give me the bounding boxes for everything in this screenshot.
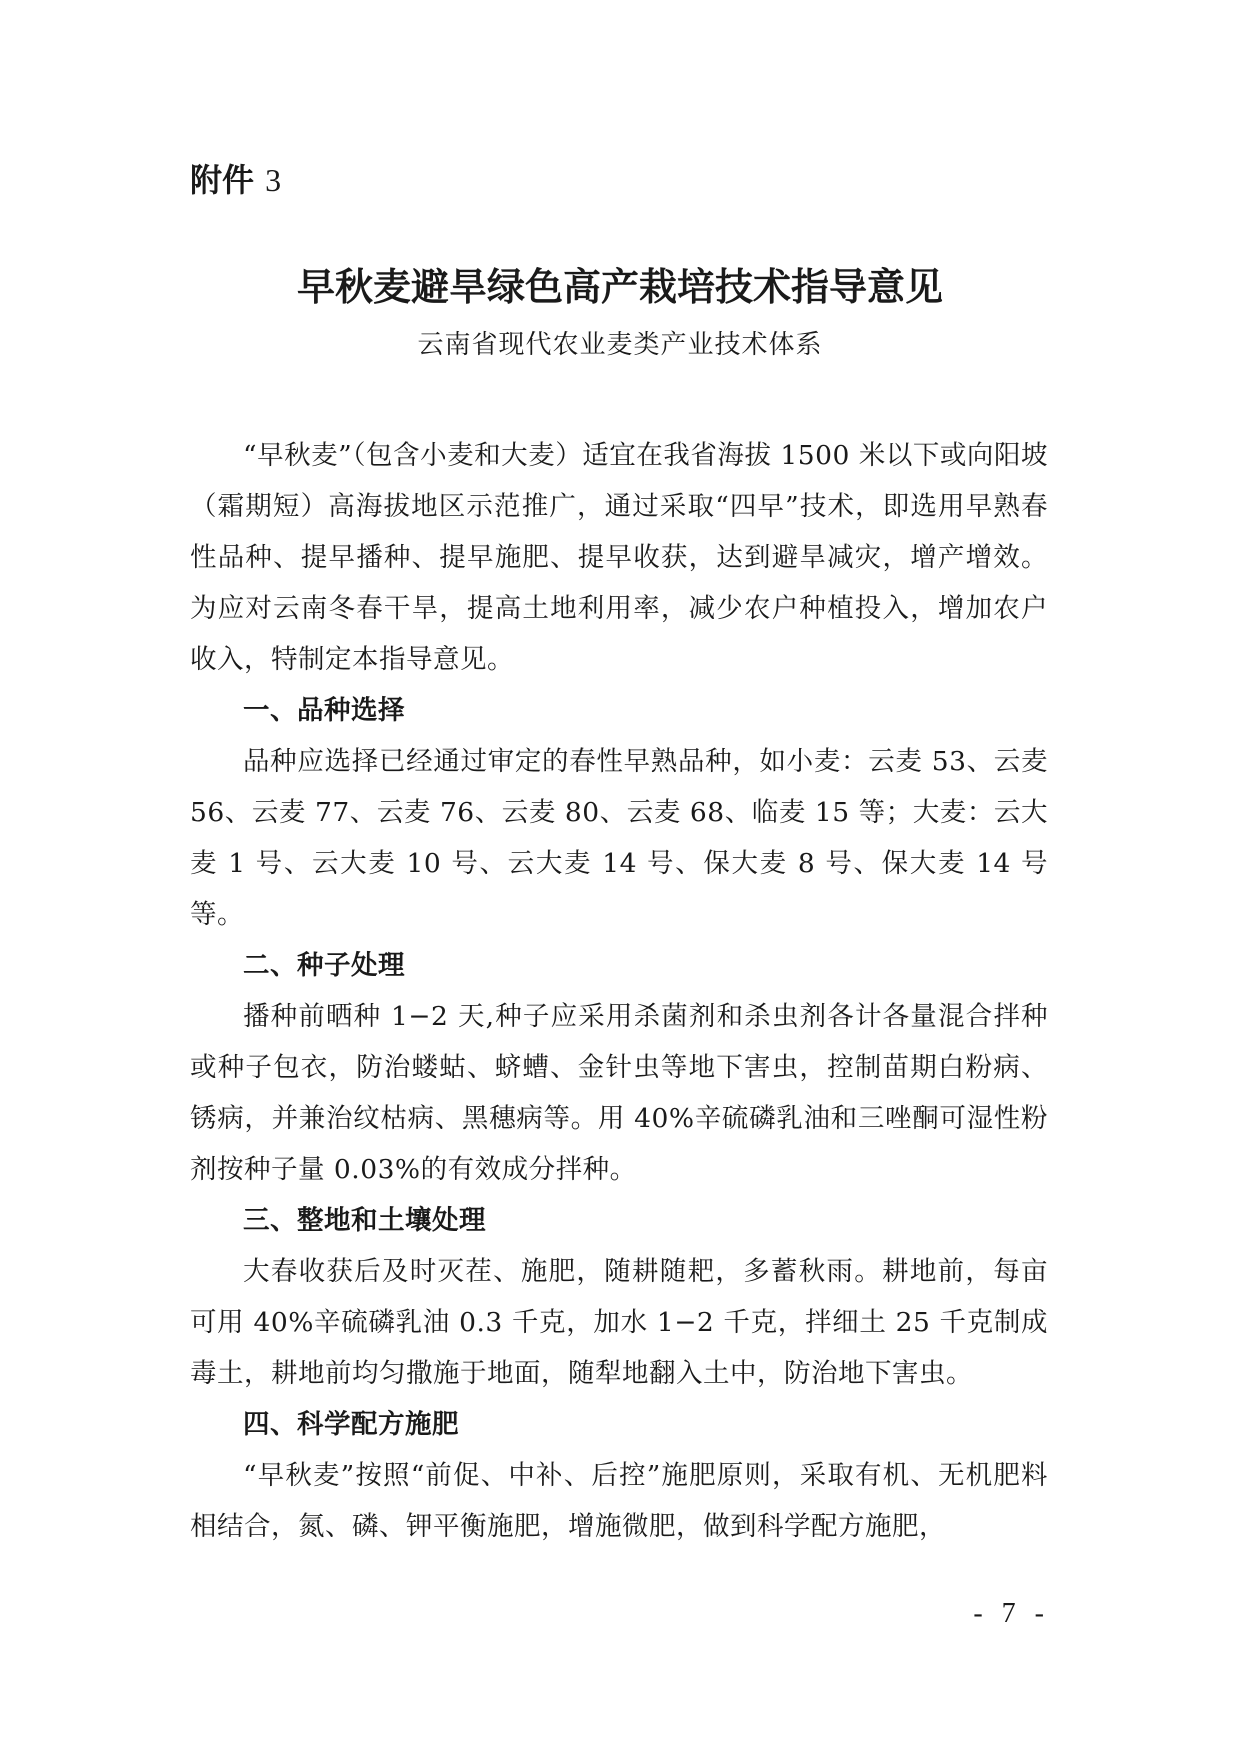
section-text-soil-preparation: 大春收获后及时灭茬、施肥，随耕随耙，多蓄秋雨。耕地前，每亩可用 40%辛硫磷乳油 0.3 千克，加水 1−2 千克，拌细土 25 千克制成毒土，耕地前均匀撒施于地面，随犁地翻入土中，防治地下害虫。: [190, 1256, 1048, 1389]
attachment-label-text: 附件: [190, 161, 255, 199]
section-heading-fertilization: 四、科学配方施肥: [243, 1409, 459, 1440]
section-text-variety: 品种应选择已经通过审定的春性早熟品种，如小麦：云麦 53、云麦 56、云麦 77、云麦 76、云麦 80、云麦 68、临麦 15 等；大麦：云大麦 1 号、云大麦 10 号、云大麦 14 号、保大麦 8 号、保大麦 14 号等。: [190, 746, 1048, 930]
section-text-seed-treatment: 播种前晒种 1−2 天,种子应采用杀菌剂和杀虫剂各计各量混合拌种或种子包衣，防治蝼蛄、蛴螬、金针虫等地下害虫，控制苗期白粉病、锈病，并兼治纹枯病、黑穗病等。用 40%辛硫磷乳油和三唑酮可湿性粉剂按种子量 0.03%的有效成分拌种。: [190, 1001, 1048, 1185]
attachment-label: [190, 160, 281, 200]
section-heading-variety: 一、品种选择: [243, 695, 405, 726]
attachment-number: 3: [265, 162, 282, 198]
intro-paragraph: “早秋麦”（包含小麦和大麦）适宜在我省海拔 1500 米以下或向阳坡（霜期短）高海拔地区示范推广，通过采取“四早”技术，即选用早熟春性品种、提早播种、提早施肥、提早收获，达到避旱减灾，增产增效。为应对云南冬春干旱，提高土地利用率，减少农户种植投入，增加农户收入，特制定本指导意见。: [190, 440, 1048, 675]
page-number: - 7 -: [973, 1598, 1050, 1629]
section-heading-seed-treatment: 二、种子处理: [243, 950, 405, 981]
issuing-organization: 云南省现代农业麦类产业技术体系: [417, 330, 823, 360]
section-heading-soil-preparation: 三、整地和土壤处理: [243, 1205, 486, 1236]
section-text-fertilization: “早秋麦”按照“前促、中补、后控”施肥原则，采取有机、无机肥料相结合，氮、磷、钾平衡施肥，增施微肥，做到科学配方施肥，: [190, 1460, 1048, 1542]
document-body: [190, 430, 1048, 1552]
document-title: 早秋麦避旱绿色高产栽培技术指导意见: [296, 265, 943, 309]
